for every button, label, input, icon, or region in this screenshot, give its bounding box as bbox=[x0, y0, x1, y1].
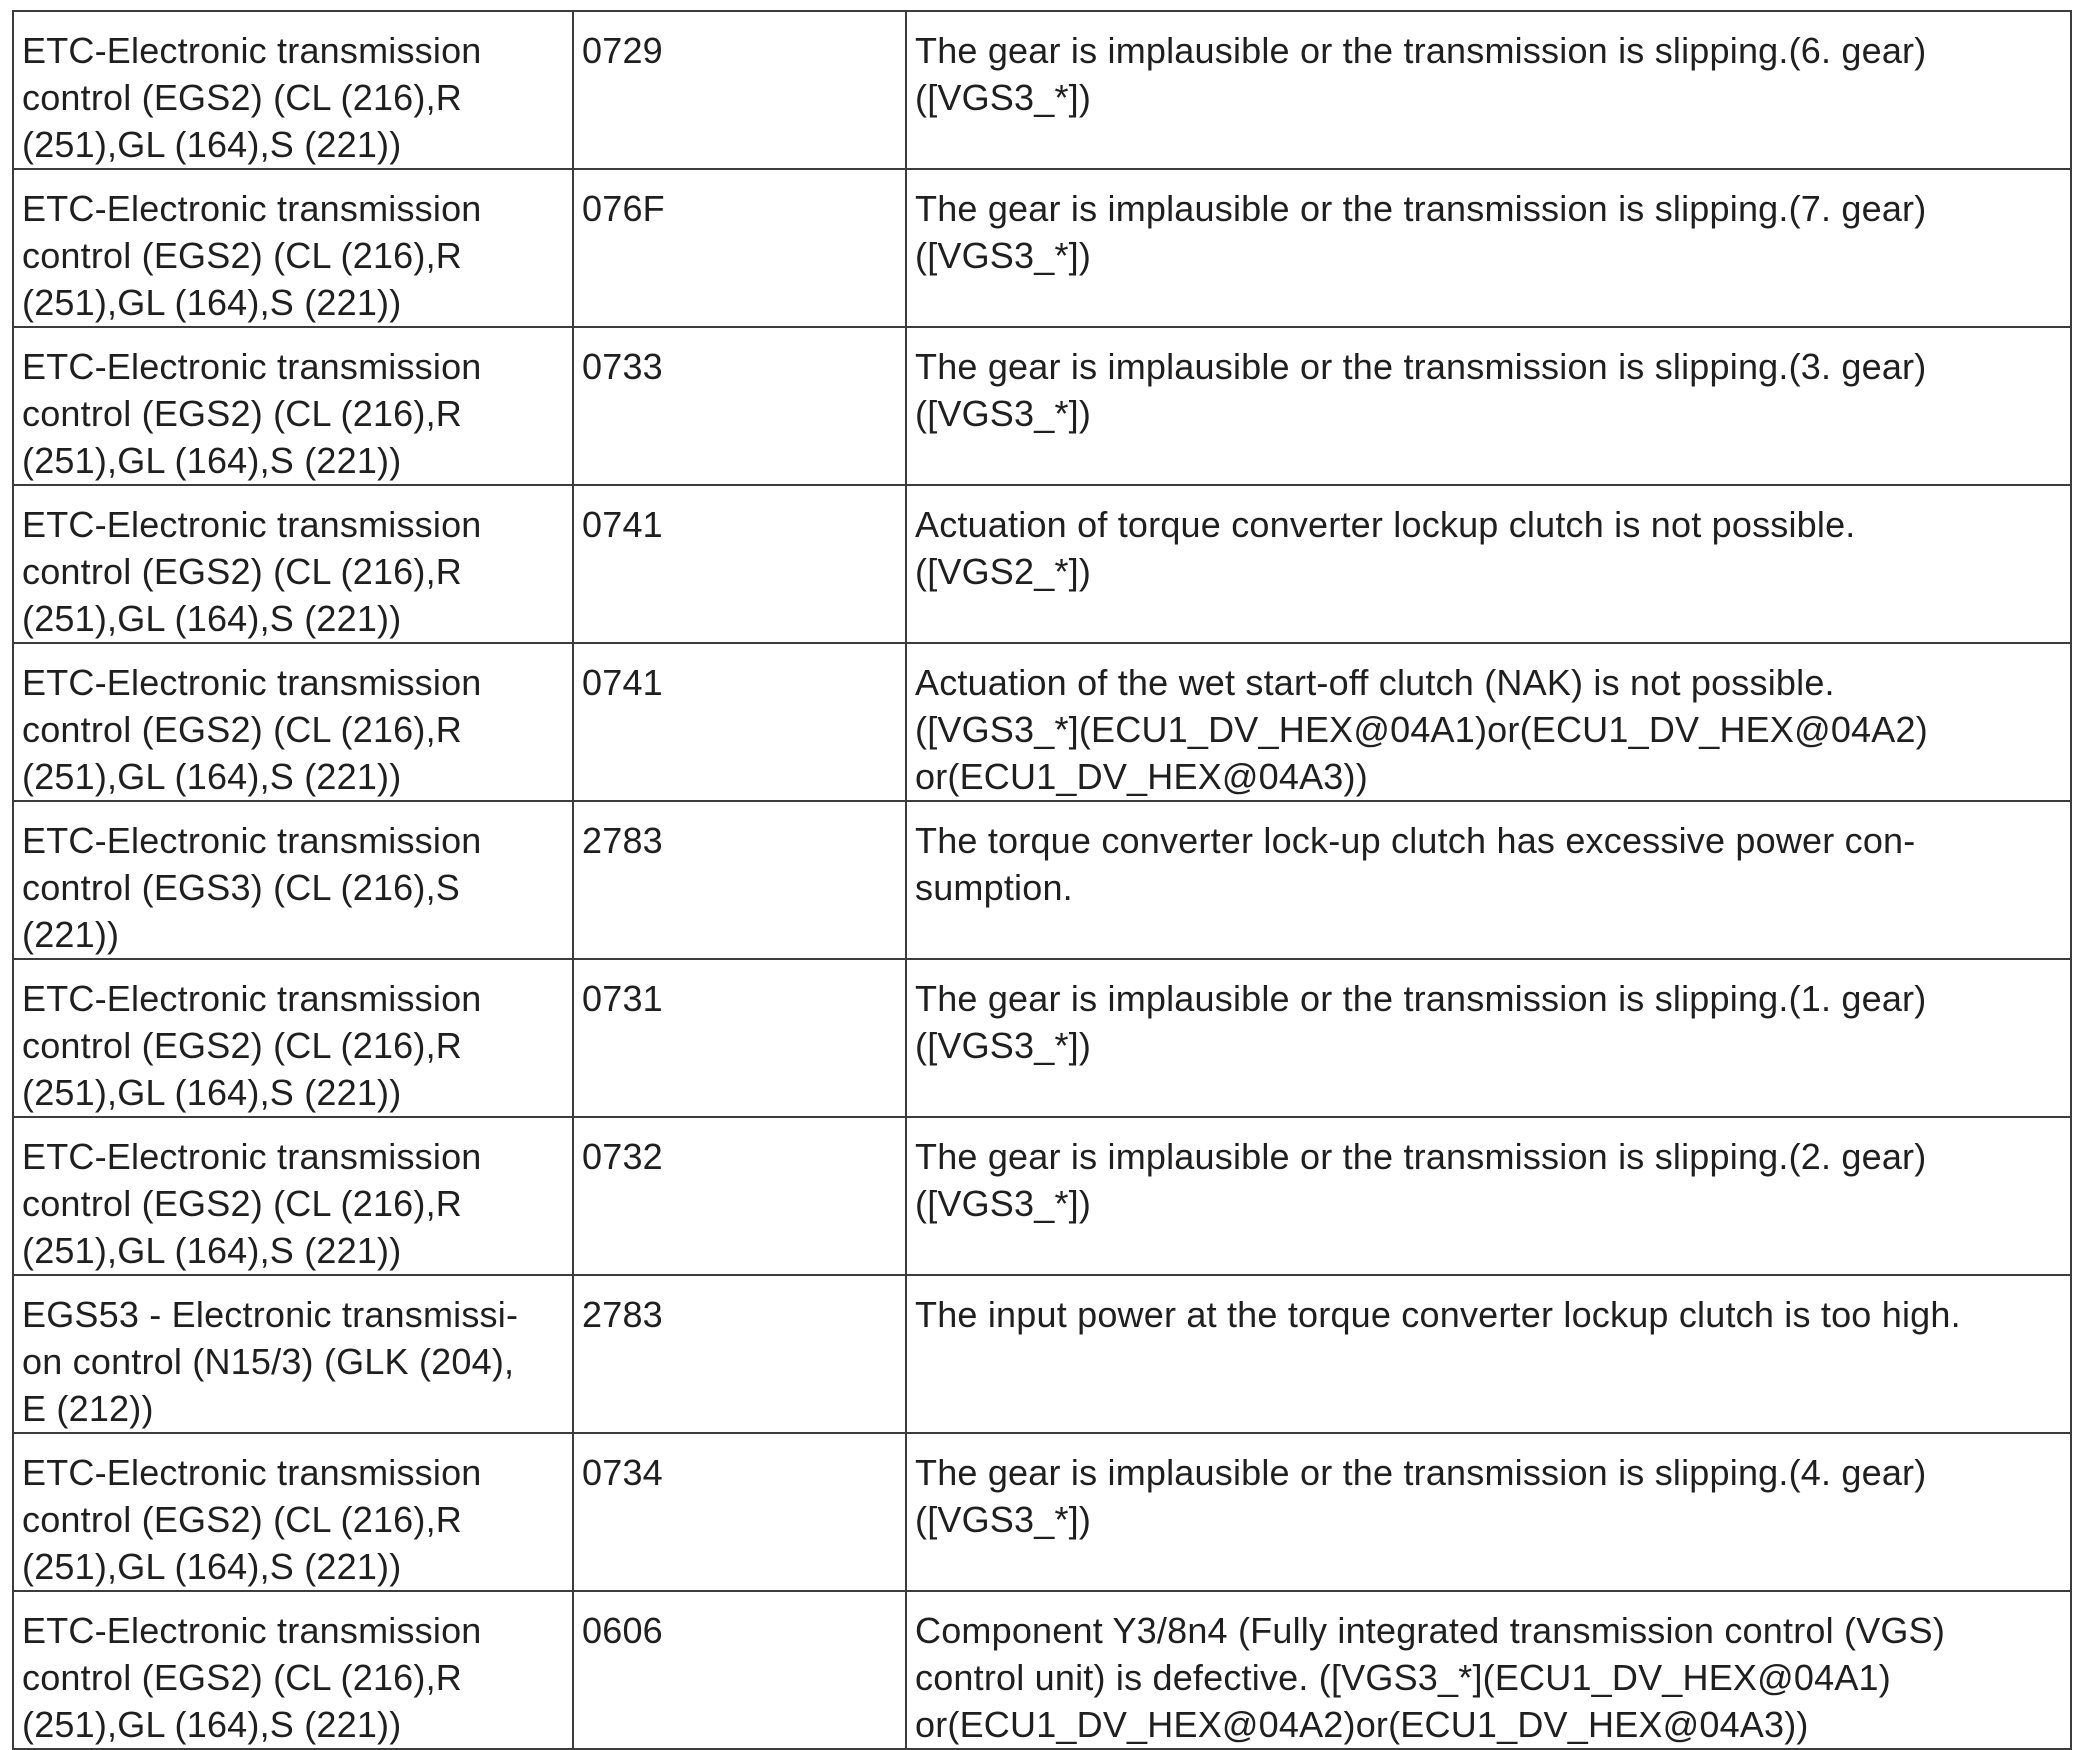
fault-code-cell bbox=[573, 169, 906, 327]
fault-code-text: 0731 bbox=[582, 978, 663, 1019]
table-row bbox=[13, 801, 2071, 959]
control-unit-text: EGS53 - Electronic transmissi- on control (N15/3) (GLK (204), E (212)) bbox=[22, 1294, 519, 1429]
fault-code-text: 0741 bbox=[582, 662, 663, 703]
control-unit-text: ETC-Electronic transmission control (EGS3) (CL (216),S (221)) bbox=[22, 820, 482, 955]
fault-code-cell bbox=[573, 1117, 906, 1275]
description-text: The gear is implausible or the transmission is slipping.(3. gear) ([VGS3_*]) bbox=[915, 346, 1927, 434]
description-text: The torque converter lock-up clutch has excessive power con- sumption. bbox=[915, 820, 1916, 908]
fault-code-cell bbox=[573, 1433, 906, 1591]
fault-code-text: 0729 bbox=[582, 30, 663, 71]
fault-code-cell bbox=[573, 801, 906, 959]
fault-code-cell bbox=[573, 11, 906, 169]
description-text: Actuation of torque converter lockup clutch is not possible. ([VGS2_*]) bbox=[915, 504, 1856, 592]
description-text: Actuation of the wet start-off clutch (NAK) is not possible. ([VGS3_*](ECU1_DV_HEX@04A1)or(ECU1_DV_HEX@04A2) or(ECU1_DV_HEX@04A3)) bbox=[915, 662, 1928, 797]
table-row bbox=[13, 1117, 2071, 1275]
description-cell bbox=[906, 801, 2071, 959]
control-unit-cell bbox=[13, 327, 573, 485]
table-row bbox=[13, 959, 2071, 1117]
fault-code-text: 2783 bbox=[582, 1294, 663, 1335]
table-row bbox=[13, 1591, 2071, 1749]
description-text: The gear is implausible or the transmission is slipping.(1. gear) ([VGS3_*]) bbox=[915, 978, 1927, 1066]
description-cell bbox=[906, 485, 2071, 643]
fault-code-text: 0733 bbox=[582, 346, 663, 387]
fault-code-cell bbox=[573, 959, 906, 1117]
description-cell bbox=[906, 1591, 2071, 1749]
fault-code-text: 0734 bbox=[582, 1452, 663, 1493]
description-cell bbox=[906, 11, 2071, 169]
fault-code-text: 0741 bbox=[582, 504, 663, 545]
description-cell bbox=[906, 1433, 2071, 1591]
description-text: The input power at the torque converter lockup clutch is too high. bbox=[915, 1294, 1961, 1335]
table-row bbox=[13, 485, 2071, 643]
description-cell bbox=[906, 169, 2071, 327]
description-cell bbox=[906, 1275, 2071, 1433]
fault-code-cell bbox=[573, 327, 906, 485]
table-row bbox=[13, 169, 2071, 327]
table-row bbox=[13, 327, 2071, 485]
control-unit-cell bbox=[13, 959, 573, 1117]
fault-code-text: 076F bbox=[582, 188, 665, 229]
description-cell bbox=[906, 643, 2071, 801]
control-unit-cell bbox=[13, 801, 573, 959]
fault-code-text: 0606 bbox=[582, 1610, 663, 1651]
fault-code-cell bbox=[573, 1275, 906, 1433]
description-text: The gear is implausible or the transmission is slipping.(2. gear) ([VGS3_*]) bbox=[915, 1136, 1927, 1224]
table-row bbox=[13, 643, 2071, 801]
control-unit-cell bbox=[13, 643, 573, 801]
description-text: The gear is implausible or the transmission is slipping.(7. gear) ([VGS3_*]) bbox=[915, 188, 1927, 276]
fault-code-table bbox=[12, 10, 2072, 1750]
table-row bbox=[13, 1433, 2071, 1591]
fault-code-cell bbox=[573, 1591, 906, 1749]
control-unit-text: ETC-Electronic transmission control (EGS2) (CL (216),R (251),GL (164),S (221)) bbox=[22, 188, 482, 323]
table-row bbox=[13, 1275, 2071, 1433]
description-text: The gear is implausible or the transmission is slipping.(4. gear) ([VGS3_*]) bbox=[915, 1452, 1927, 1540]
description-cell bbox=[906, 959, 2071, 1117]
control-unit-cell bbox=[13, 485, 573, 643]
control-unit-cell bbox=[13, 1591, 573, 1749]
fault-code-cell bbox=[573, 643, 906, 801]
control-unit-text: ETC-Electronic transmission control (EGS2) (CL (216),R (251),GL (164),S (221)) bbox=[22, 346, 482, 481]
control-unit-cell bbox=[13, 11, 573, 169]
control-unit-text: ETC-Electronic transmission control (EGS2) (CL (216),R (251),GL (164),S (221)) bbox=[22, 30, 482, 165]
fault-code-text: 0732 bbox=[582, 1136, 663, 1177]
control-unit-text: ETC-Electronic transmission control (EGS2) (CL (216),R (251),GL (164),S (221)) bbox=[22, 978, 482, 1113]
description-text: Component Y3/8n4 (Fully integrated transmission control (VGS) control unit) is defective. ([VGS3_*](ECU1_DV_HEX@04A1) or(ECU1_DV_HEX@04A2)or(ECU1_DV_HEX@04A3)) bbox=[915, 1610, 1946, 1745]
description-text: The gear is implausible or the transmission is slipping.(6. gear) ([VGS3_*]) bbox=[915, 30, 1927, 118]
control-unit-text: ETC-Electronic transmission control (EGS2) (CL (216),R (251),GL (164),S (221)) bbox=[22, 662, 482, 797]
fault-code-text: 2783 bbox=[582, 820, 663, 861]
description-cell bbox=[906, 1117, 2071, 1275]
control-unit-cell bbox=[13, 1117, 573, 1275]
control-unit-text: ETC-Electronic transmission control (EGS2) (CL (216),R (251),GL (164),S (221)) bbox=[22, 1610, 482, 1745]
fault-code-cell bbox=[573, 485, 906, 643]
control-unit-text: ETC-Electronic transmission control (EGS2) (CL (216),R (251),GL (164),S (221)) bbox=[22, 504, 482, 639]
control-unit-text: ETC-Electronic transmission control (EGS2) (CL (216),R (251),GL (164),S (221)) bbox=[22, 1452, 482, 1587]
table-row bbox=[13, 11, 2071, 169]
control-unit-text: ETC-Electronic transmission control (EGS2) (CL (216),R (251),GL (164),S (221)) bbox=[22, 1136, 482, 1271]
control-unit-cell bbox=[13, 1275, 573, 1433]
control-unit-cell bbox=[13, 169, 573, 327]
control-unit-cell bbox=[13, 1433, 573, 1591]
description-cell bbox=[906, 327, 2071, 485]
